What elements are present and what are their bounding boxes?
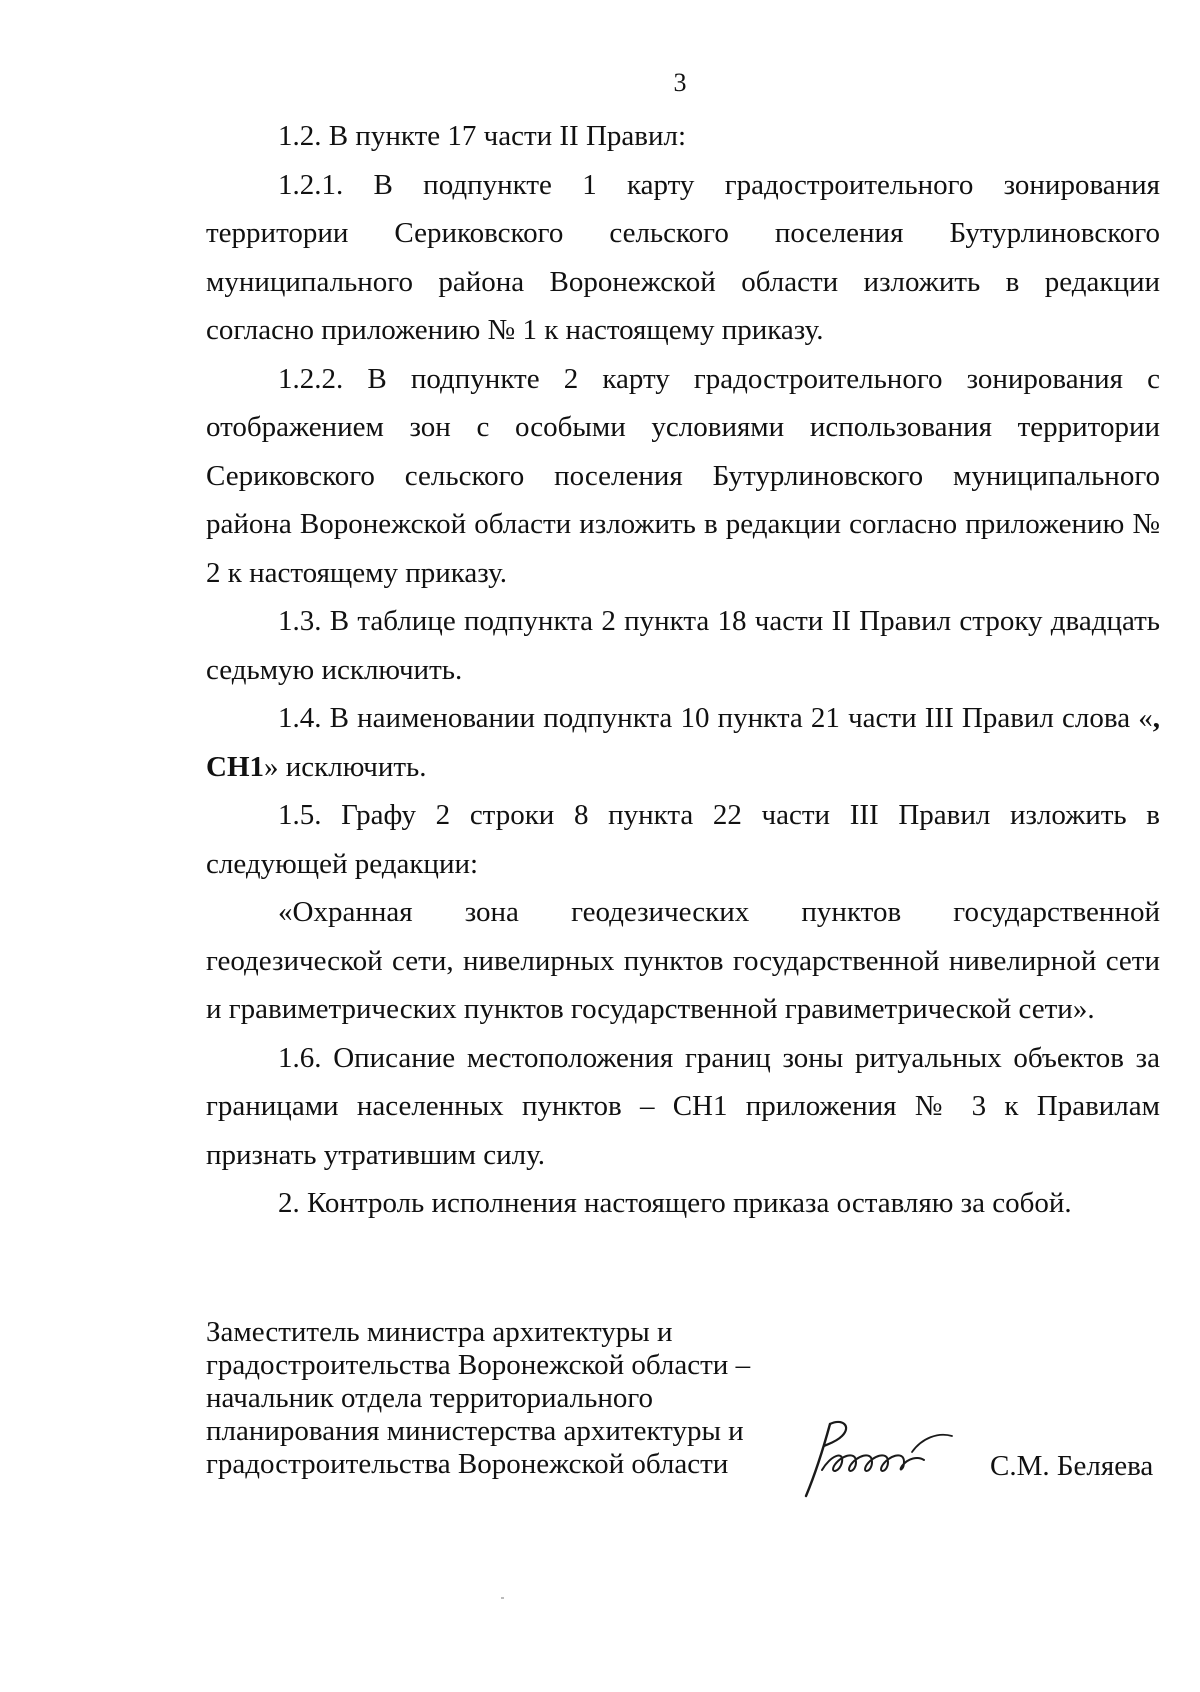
- paragraph-1-4-bold-term: , СН1: [206, 702, 1160, 783]
- scan-speck: [501, 1597, 504, 1599]
- document-body: [206, 112, 1160, 1228]
- signatory-position: [206, 1316, 766, 1481]
- position-line: градостроительства Воронежской области –: [206, 1349, 751, 1381]
- paragraph-1-2-1: 1.2.1. В подпункте 1 карту градостроительного зонирования территории Сериковского сельского поселения Бутурлиновского муниципального района Воронежской области изложить в редакции согласно приложению № 1 к настоящему приказу.: [206, 168, 1160, 346]
- paragraph-1-2: 1.2. В пункте 17 части II Правил:: [278, 120, 687, 152]
- position-line: градостроительства Воронежской области: [206, 1448, 729, 1480]
- paragraph-1-4: [206, 694, 1160, 791]
- position-line: планирования министерства архитектуры и: [206, 1415, 744, 1447]
- paragraph-1-4-before: 1.4. В наименовании подпункта 10 пункта 21 части III Правил слова «: [278, 702, 1153, 734]
- page-number: 3: [673, 68, 687, 97]
- paragraph-1-6: 1.6. Описание местоположения границ зоны ритуальных объектов за границами населенных пунктов – СН1 приложения № 3 к Правилам признать утратившим силу.: [206, 1041, 1160, 1171]
- paragraph-1-2-2: 1.2.2. В подпункте 2 карту градостроительного зонирования с отображением зон с особыми условиями использования территории Сериковского сельского поселения Бутурлиновского муниципального района Воронежской области изложить в редакции согласно приложению № 2 к настоящему приказу.: [206, 362, 1160, 589]
- paragraph-1-3: 1.3. В таблице подпункта 2 пункта 18 части II Правил строку двадцать седьмую исключить.: [206, 605, 1160, 686]
- position-line: Заместитель министра архитектуры и: [206, 1316, 673, 1348]
- paragraph-1-5: 1.5. Графу 2 строки 8 пункта 22 части III Правил изложить в следующей редакции:: [206, 799, 1160, 880]
- handwritten-signature: [800, 1416, 976, 1500]
- signer-name: С.М. Беляева: [990, 1450, 1154, 1482]
- paragraph-2: 2. Контроль исполнения настоящего приказа оставляю за собой.: [278, 1187, 1072, 1219]
- paragraph-quote: «Охранная зона геодезических пунктов государственной геодезической сети, нивелирных пунктов государственной нивелирной сети и гравиметрических пунктов государственной гравиметрической сети».: [206, 896, 1160, 1025]
- position-line: начальник отдела территориального: [206, 1382, 654, 1414]
- paragraph-1-4-after: » исключить.: [264, 750, 427, 783]
